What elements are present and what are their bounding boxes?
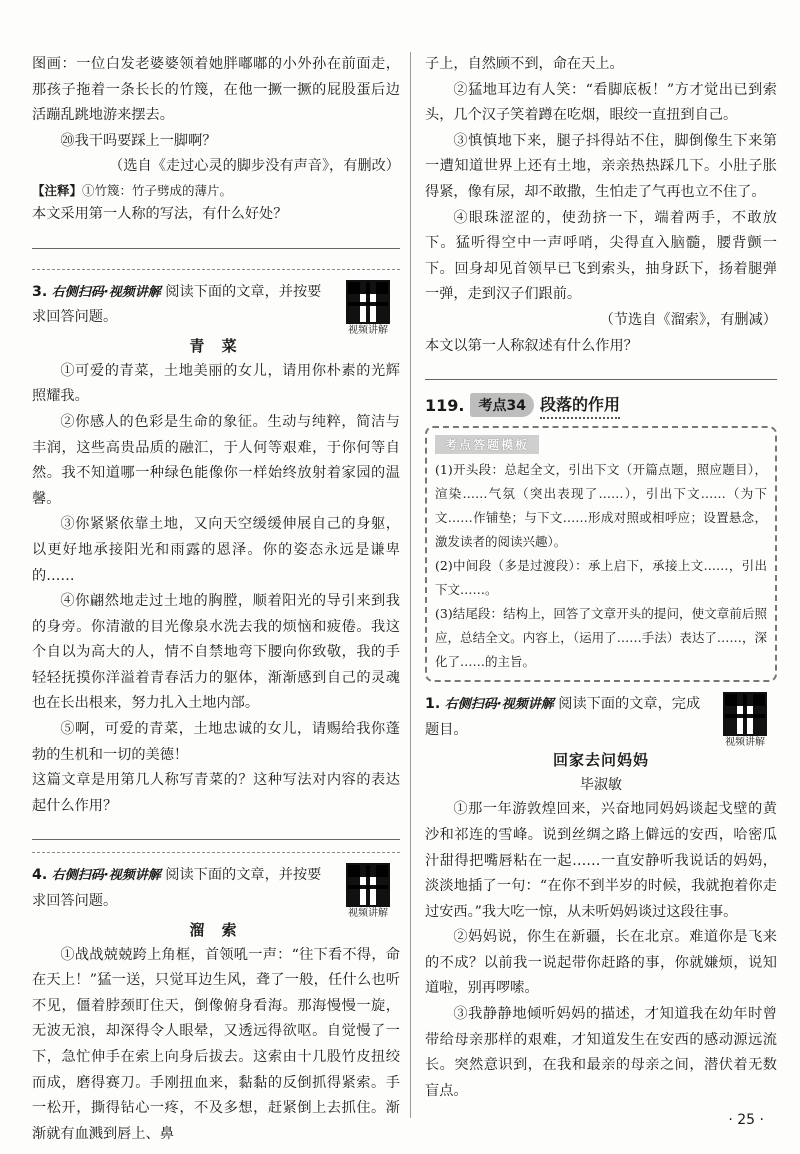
article-paragraph: ①那一年游敦煌回来，兴奋地同妈妈谈起戈壁的黄沙和祁连的雪峰。说到丝绸之路上僻远的安西，哈密瓜汁甜得把嘴唇粘在一起……一直安静听我说话的妈妈，淡淡地插了一句：“在你不到半岁的时候，我就抱着你走过安西。”我大吃一惊，从未听妈妈谈过这段往事。	[425, 801, 777, 920]
footnote-label: 【注释】	[32, 182, 83, 198]
question-number: 4.	[32, 867, 48, 884]
right-column	[425, 52, 777, 1104]
article-paragraph: ③我静静地倾听妈妈的描述，才知道我在幼年时曾带给母亲那样的艰难，才知道发生在安西的感动源远流长。突然意识到，在我和最亲的母亲之间，潜伏着无数盲点。	[425, 1006, 777, 1099]
article-paragraph: ①可爱的青菜，土地美丽的女儿，请用你朴素的光辉照耀我。	[32, 362, 400, 405]
template-line: (1)开头段：总起全文，引出下文（开篇点题，照应题目），渲染……气氛（突出表现了……），引出下文……（为下文……作铺垫；与下文……形成对照或相呼应；设置悬念，激发读者的阅读兴趣）。	[435, 462, 767, 550]
qr-code-block[interactable]	[713, 692, 777, 750]
article-source: （节选自《溜索》，有删减）	[599, 311, 777, 328]
question-number: 1.	[425, 696, 441, 713]
intro-paragraph: ⑳我干吗要踩上一脚啊？	[60, 132, 217, 149]
question-prompt: 阅读下面的文章，完成题目。	[425, 696, 701, 738]
footnote	[32, 180, 400, 202]
question-number: 3.	[32, 283, 48, 300]
answer-line[interactable]	[32, 228, 400, 249]
article-paragraph: ③慎慎地下来，腿子抖得站不住，脚倒像生下来第一遭知道世界上还有土地，亲亲热热踩几下。小肚子胀得紧，像有尿，却不敢撒，生怕走了气再也立不住了。	[425, 132, 777, 200]
question-text: 本文以第一人称叙述有什么作用？	[425, 337, 638, 354]
video-link[interactable]: 右侧扫码·视频讲解	[444, 697, 554, 713]
article-paragraph: ②妈妈说，你生在新疆，长在北京。难道你是飞来的不成？以前我一说起带你赶路的事，你就嫌烦，说知道啦，别再啰嗦。	[425, 929, 777, 997]
article-paragraph: ④眼珠涩涩的，使劲挤一下，端着两手，不敢放下。猛听得空中一声呼哨，尖得直入脑髓，腰背颤一下。回身却见首领早已飞到索头，抽身跃下，扬着腿弹一弹，走到汉子们跟前。	[425, 209, 777, 303]
question-prompt: 阅读下面的文章，并按要求回答问题。	[32, 867, 322, 910]
video-link[interactable]: 右侧扫码·视频讲解	[51, 284, 161, 300]
section-separator	[32, 852, 400, 853]
answer-line[interactable]	[425, 359, 777, 380]
answer-line[interactable]	[32, 819, 400, 840]
article-paragraph: ③你紧紧依靠土地，又向天空缓缓伸展自己的身躯，以更好地承接阳光和雨露的恩泽。你的姿态永远是谦卑的……	[32, 516, 400, 584]
qr-code-block[interactable]	[336, 863, 400, 921]
column-divider	[410, 52, 411, 1118]
page-number: · 25 ·	[728, 1112, 764, 1128]
qr-label: 视频讲解	[348, 324, 388, 336]
section-header	[425, 390, 777, 420]
template-box-title: 考点答题模板	[435, 435, 539, 454]
article-paragraph: ②你感人的色彩是生命的象征。生动与纯粹，简洁与丰润，这些高贵品质的融汇，于人何等艰难，于你何等自然。我不知道哪一种绿色能像你一样始终放射着家园的温馨。	[32, 413, 400, 507]
qr-label: 视频讲解	[348, 908, 388, 920]
question-1-header	[425, 692, 777, 749]
qr-code-icon[interactable]	[723, 692, 767, 736]
section-badge: 考点34	[470, 393, 533, 417]
video-link[interactable]: 右侧扫码·视频讲解	[51, 868, 161, 884]
article-paragraph: 子上，自然顾不到，命在天上。	[425, 56, 624, 72]
article-paragraph: ⑤啊，可爱的青菜，土地忠诚的女儿，请赐给我你蓬勃的生机和一切的美德！	[32, 721, 400, 763]
article-paragraph: ④你翩然地走过土地的胸膛，顺着阳光的导引来到我的身旁。你清澈的目光像泉水洗去我的烦恼和疲倦。我这个自以为高大的人，情不自禁地弯下腰向你致敬，我的手轻轻抚摸你洋溢着青春活力的躯体，渐渐感到自己的灵魂也在长出根来，努力扎入土地内部。	[32, 593, 400, 712]
article-paragraph: ①战战兢兢跨上角框，首领吼一声：“往下看不得，命在天上！”猛一送，只觉耳边生风，聋了一般，任什么也听不见，僵着脖颈盯住天，倒像俯身看海。那海慢慢一旋，无波无浪，却深得令人眼晕，又透远得欲呕。自觉慢了一下，急忙伸手在索上向身后拔去。这索由十几股竹皮扭绞而成，磨得赛刀。手刚扭血来，黏黏的反倒抓得紧索。手一松开，撕得钻心一疼，不及多想，赶紧倒上去抓住。渐渐就有血溅到唇上、鼻	[32, 946, 400, 1142]
section-separator	[32, 269, 400, 270]
question-4-header	[32, 863, 400, 920]
article-title: 青 菜	[189, 336, 243, 355]
left-column	[32, 52, 400, 1147]
template-line: (3)结尾段：结构上，回答了文章开头的提问，使文章前后照应，总结全文。内容上，（运用了……手法）表达了……，深化了……的主旨。	[435, 606, 767, 670]
answer-line[interactable]	[32, 253, 400, 259]
footnote-text: ①竹篾：竹子劈成的薄片。	[82, 182, 233, 198]
question-text: 这篇文章是用第几人称写青菜的？这种写法对内容的表达起什么作用？	[32, 772, 400, 814]
question-prompt: 阅读下面的文章，并按要求回答问题。	[32, 283, 322, 326]
template-line: (2)中间段（多是过渡段）：承上启下，承接上文……，引出下文……。	[435, 558, 767, 598]
qr-code-icon[interactable]	[346, 280, 390, 324]
intro-source: （选自《走过心灵的脚步没有声音》，有删改）	[109, 158, 400, 175]
section-number: 119.	[425, 395, 465, 415]
qr-code-icon[interactable]	[346, 863, 390, 907]
article-title: 溜 索	[189, 920, 243, 939]
intro-question: 本文采用第一人称的写法，有什么好处？	[32, 205, 288, 222]
section-title: 段落的作用	[540, 392, 620, 419]
article-title: 回家去问妈妈	[552, 751, 649, 770]
qr-label: 视频讲解	[725, 737, 765, 749]
article-paragraph: ②猛地耳边有人笑：“看脚底板！”方才觉出已到索头，几个汉子笑着蹲在吃烟，眼绞一直扭到自己。	[425, 81, 777, 124]
question-3-header	[32, 280, 400, 336]
answer-template-box	[425, 426, 777, 682]
intro-paragraph: 图画：一位白发老婆婆领着她胖嘟嘟的小外孙在前面走，那孩子拖着一条长长的竹篾，在他一撅一撅的屁股蛋后边活蹦乱跳地游来摆去。	[32, 56, 400, 124]
qr-code-block[interactable]	[336, 280, 400, 338]
article-author: 毕淑敏	[580, 777, 622, 794]
